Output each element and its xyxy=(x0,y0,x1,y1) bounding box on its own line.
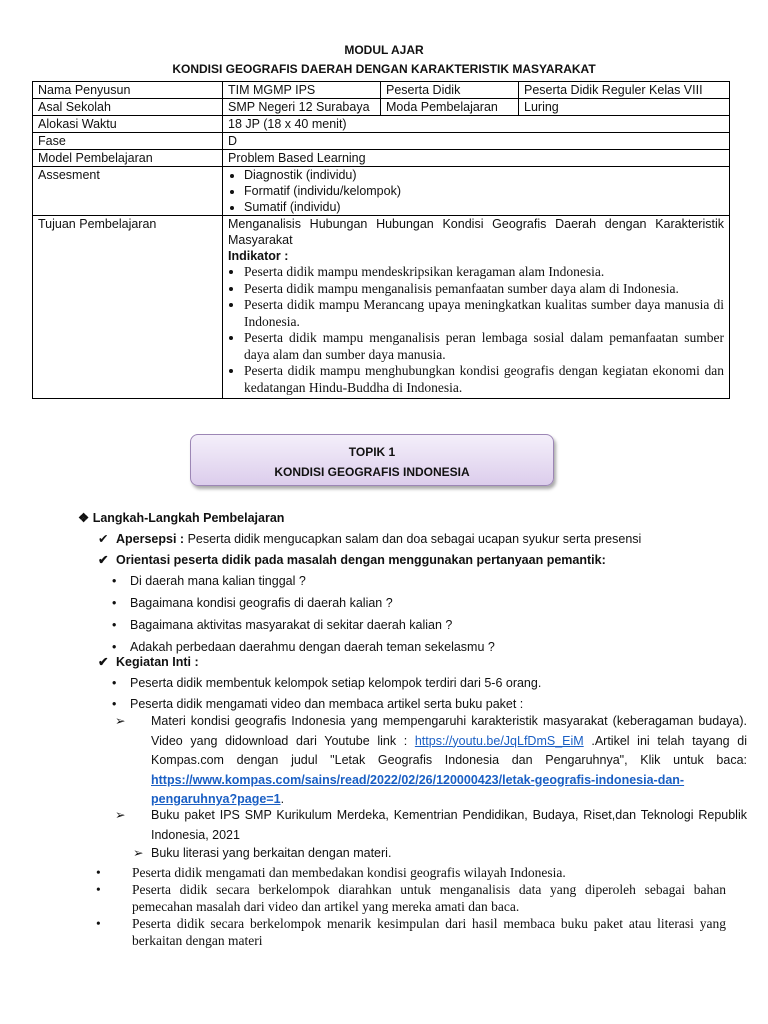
kompas-link[interactable]: https://www.kompas.com/sains/read/2022/02/26/120000423/letak-geografis-indonesia-dan-pengaruhnya?page=1 xyxy=(151,772,685,806)
inti-list xyxy=(112,673,541,715)
materi-item: ➢ Materi kondisi geografis Indonesia yang mempengaruhi karakteristik masyarakat (keberagaman budaya). Video yang didownload dari Youtube link : https://youtu.be/JqLfDmS_EiM .Artikel ini telah tayang di Kompas.com dengan judul "Letak Geografis Indonesia dan Pengaruhnya", Klik untuk baca: https://www.kompas.com/sains/read/2022/02/26/120000423/letak-geografis-indonesia-dan-pengaruhnya?page=1. xyxy=(115,714,747,806)
list-item: • Diagnostik (individu) xyxy=(244,167,724,183)
value: Peserta Didik Reguler Kelas VIII xyxy=(519,82,730,99)
label: Apersepsi : xyxy=(116,532,185,546)
indikator-label: Indikator : xyxy=(228,249,289,263)
kegiatan-inti xyxy=(98,652,199,673)
doc-title: MODUL AJAR xyxy=(344,43,424,57)
buku-paket-item: ➢ Buku paket IPS SMP Kurikulum Merdeka, Kementrian Pendidikan, Budaya, Riset,dan Teknologi Republik Indonesia, 2021 xyxy=(115,808,747,842)
apersepsi xyxy=(98,529,641,550)
assesment-list xyxy=(223,167,730,216)
buku-literasi-item: ➢ Buku literasi yang berkaitan dengan materi. xyxy=(133,843,391,864)
list-item: • Peserta didik secara berkelompok menarik kesimpulan dari hasil membaca buku paket atau literasi yang berkaitan dengan materi xyxy=(96,916,726,948)
label: Assesment xyxy=(33,167,223,216)
info-table xyxy=(32,81,730,399)
list-item: • Peserta didik mampu menganalisis peran lembaga sosial dalam pemanfaatan sumber daya alam dan sumber daya manusia. xyxy=(244,330,724,363)
text: Orientasi peserta didik pada masalah dengan menggunakan pertanyaan pemantik: xyxy=(116,553,606,567)
tujuan-cell xyxy=(223,216,730,399)
topic-title: KONDISI GEOGRAFIS INDONESIA xyxy=(274,465,470,479)
text: Kegiatan Inti : xyxy=(116,655,199,669)
topic-box xyxy=(190,434,554,486)
orientasi xyxy=(98,550,606,571)
list-item: • Bagaimana aktivitas masyarakat di sekitar daerah kalian ? xyxy=(112,618,453,632)
label: Moda Pembelajaran xyxy=(381,99,519,116)
questions-list xyxy=(112,570,495,658)
diamond-bullet-icon: ❖ xyxy=(78,511,93,525)
list-item: • Di daerah mana kalian tinggal ? xyxy=(112,574,306,588)
check-icon: ✔ xyxy=(98,553,109,567)
value: TIM MGMP IPS xyxy=(223,82,381,99)
label: Fase xyxy=(33,133,223,150)
list-item: • Peserta didik mampu mendeskripsikan keragaman alam Indonesia. xyxy=(244,264,724,281)
list-item: • Peserta didik membentuk kelompok setiap kelompok terdiri dari 5-6 orang. xyxy=(112,676,542,690)
final-list xyxy=(96,864,726,949)
youtube-link[interactable]: https://youtu.be/JqLfDmS_EiM xyxy=(414,733,584,748)
value: Luring xyxy=(519,99,730,116)
arrow-bullet-icon: ➢ xyxy=(133,846,144,860)
list-item: • Peserta didik mampu menganalisis pemanfaatan sumber daya alam di Indonesia. xyxy=(244,281,724,298)
value: 18 JP (18 x 40 menit) xyxy=(223,116,730,133)
list-item: • Peserta didik mengamati dan membedakan kondisi geografis wilayah Indonesia. xyxy=(96,865,566,880)
label: Nama Penyusun xyxy=(33,82,223,99)
arrow-bullet-icon: ➢ xyxy=(115,714,126,728)
list-item: • Peserta didik secara berkelompok diarahkan untuk menganalisis data yang diperoleh sebagai bahan pemecahan masalah dari video dan artikel yang mereka amati dan baca. xyxy=(96,882,726,914)
check-icon: ✔ xyxy=(98,655,109,669)
check-icon: ✔ xyxy=(98,532,109,546)
doc-subtitle: KONDISI GEOGRAFIS DAERAH DENGAN KARAKTERISTIK MASYARAKAT xyxy=(172,62,596,76)
label: Model Pembelajaran xyxy=(33,150,223,167)
label: Alokasi Waktu xyxy=(33,116,223,133)
value: Problem Based Learning xyxy=(223,150,730,167)
text: Peserta didik mengucapkan salam dan doa sebagai ucapan syukur serta presensi xyxy=(184,532,642,546)
arrow-bullet-icon: ➢ xyxy=(115,808,126,822)
label: Tujuan Pembelajaran xyxy=(33,216,223,399)
value: D xyxy=(223,133,730,150)
list-item: • Adakah perbedaan daerahmu dengan daerah teman sekelasmu ? xyxy=(112,640,495,654)
heading-text: Langkah-Langkah Pembelajaran xyxy=(92,511,285,525)
label: Asal Sekolah xyxy=(33,99,223,116)
list-item: • Sumatif (individu) xyxy=(244,199,724,215)
list-item: • Formatif (individu/kelompok) xyxy=(244,183,724,199)
list-item: • Bagaimana kondisi geografis di daerah kalian ? xyxy=(112,596,393,610)
label: Peserta Didik xyxy=(381,82,519,99)
list-item: • Peserta didik mengamati video dan membaca artikel serta buku paket : xyxy=(112,697,524,711)
list-item: • Peserta didik mampu menghubungkan kondisi geografis dengan kegiatan ekonomi dan kedatangan Hindu-Buddha di Indonesia. xyxy=(244,363,724,396)
topic-number: TOPIK 1 xyxy=(348,445,396,459)
steps-heading xyxy=(78,508,284,529)
list-item: • Peserta didik mampu Merancang upaya meningkatkan kualitas sumber daya manusia di Indonesia. xyxy=(244,297,724,330)
value: SMP Negeri 12 Surabaya xyxy=(223,99,381,116)
tujuan-text: Menganalisis Hubungan Hubungan Kondisi Geografis Daerah dengan Karakteristik Masyarakat xyxy=(228,217,724,247)
